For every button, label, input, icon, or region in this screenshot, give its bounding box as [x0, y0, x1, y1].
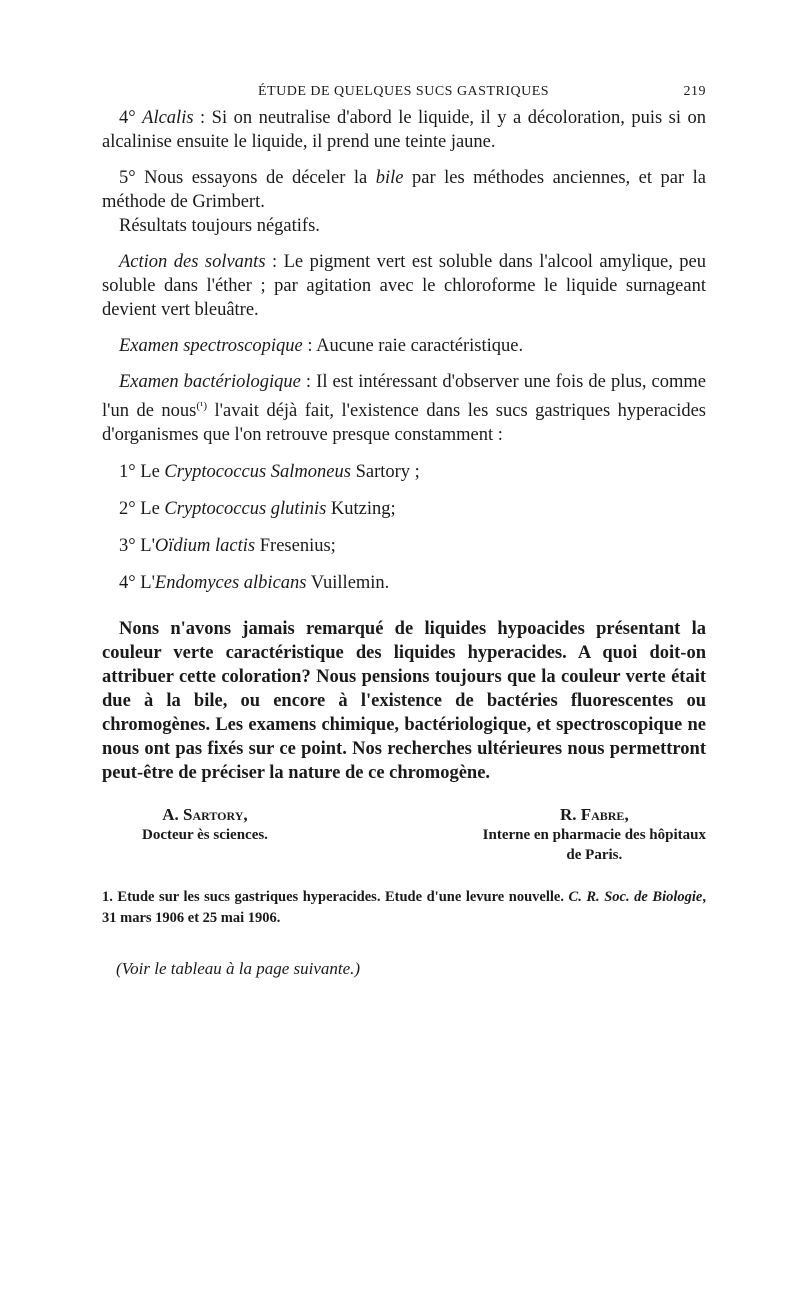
list-item: 3° L'Oïdium lactis Fresenius; — [119, 536, 336, 557]
list-item: 4° L'Endomyces albicans Vuillemin. — [119, 573, 390, 594]
footnote-reference: (¹) — [196, 400, 208, 412]
running-title: ÉTUDE DE QUELQUES SUCS GASTRIQUES — [258, 84, 550, 99]
closing-note: (Voir le tableau à la page suivante.) — [116, 959, 361, 979]
page-number: 219 — [683, 84, 706, 99]
paragraph-conclusion: Nons n'avons jamais remarqué de liquides hypoacides présentant la couleur verte caractéristique des liquides hyperacides. A quoi doit-on attribuer cette coloration? Nous pensions toujours que la couleur verte était due à la bile, ou encore à l'existence de bactéries fluorescentes ou chromogènes. Les examens chimique, bactériologique, et spectroscopique ne nous ont pas fixés sur ce point. Nos recherches ultérieures nous permettront peut-être de préciser la nature de ce chromogène. — [102, 619, 706, 784]
list-item: 1° Le Cryptococcus Salmoneus Sartory ; — [119, 462, 420, 483]
signature-sartory: A. Sartory, Docteur ès sciences. — [142, 805, 268, 844]
paragraph-resultats: Résultats toujours négatifs. — [119, 216, 320, 236]
paragraph-spectroscopique: Examen spectroscopique : Aucune raie caractéristique. — [119, 336, 524, 356]
paragraph-bile: 5° Nous essayons de déceler la bile par les méthodes anciennes, et par la méthode de Grimbert. — [102, 168, 706, 212]
paragraph-alcalis: 4° Alcalis : Si on neutralise d'abord le liquide, il y a décoloration, puis si on alcalinise ensuite le liquide, il prend une teinte jaune. — [102, 108, 706, 152]
footnote: 1. Etude sur les sucs gastriques hyperacides. Etude d'une levure nouvelle. C. R. Soc. de Biologie, 31 mars 1906 et 25 mai 1906. — [102, 889, 706, 927]
paragraph-bacteriologique: Examen bactériologique : Il est intéressant d'observer une fois de plus, comme l'un de nous$^{(^1)}$ l'avait déjà fait, l'existence dans les sucs gastriques hyperacides d'organismes que l'on retrouve presque constamment : — [102, 372, 706, 446]
paragraph-solvants: Action des solvants : Le pigment vert est soluble dans l'alcool amylique, peu soluble dans l'éther ; par agitation avec le chloroforme le liquide surnageant devient vert bleuâtre. — [102, 252, 706, 320]
page-header — [102, 84, 706, 106]
list-item: 2° Le Cryptococcus glutinis Kutzing; — [119, 499, 396, 520]
signature-fabre: R. Fabre, Interne en pharmacie des hôpitaux de Paris. — [482, 805, 706, 864]
signatures — [102, 805, 706, 867]
document-page — [102, 84, 706, 979]
